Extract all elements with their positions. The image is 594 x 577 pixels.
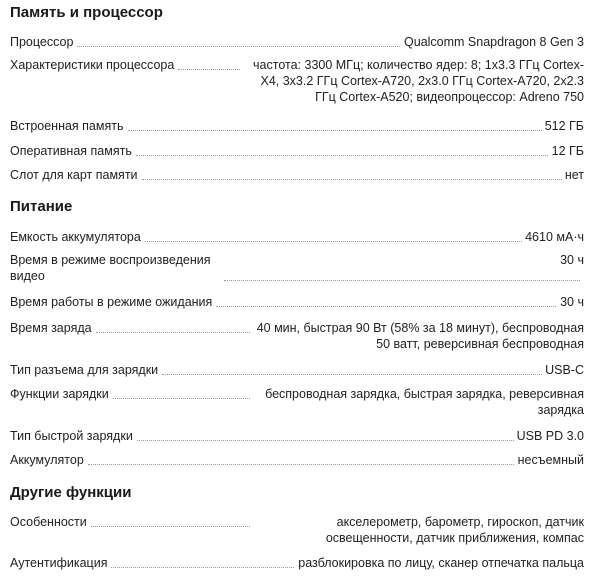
- spec-label: Характеристики процессора: [10, 58, 175, 72]
- spec-value: беспроводная зарядка, быстрая зарядка, реверсивная зарядка: [251, 386, 584, 418]
- spec-row-card-slot: [10, 167, 584, 183]
- spec-label: Функции зарядки: [10, 387, 109, 401]
- spec-row-charging-features: [10, 386, 584, 418]
- leader-dots: [216, 306, 580, 307]
- leader-dots: [128, 130, 581, 131]
- spec-label: Особенности: [10, 515, 87, 529]
- spec-value: USB PD 3.0: [514, 428, 584, 444]
- spec-row-battery-type: [10, 452, 584, 468]
- spec-row-charging-port: [10, 362, 584, 378]
- spec-row-battery-capacity: [10, 229, 584, 245]
- spec-label: Время заряда: [10, 321, 92, 335]
- spec-label: Слот для карт памяти: [10, 168, 138, 182]
- spec-value: Qualcomm Snapdragon 8 Gen 3: [401, 34, 584, 50]
- spec-row-cpu-characteristics: [10, 57, 584, 105]
- spec-row-charge-time: [10, 320, 584, 352]
- leader-dots: [145, 241, 580, 242]
- section-title-power: Питание: [10, 198, 73, 215]
- spec-value: 30 ч: [557, 294, 584, 310]
- spec-label: Встроенная память: [10, 119, 124, 133]
- spec-label: Процессор: [10, 35, 74, 49]
- spec-value: акселерометр, барометр, гироскоп, датчик освещенности, датчик приближения, компас: [251, 514, 584, 546]
- spec-value: нет: [562, 167, 584, 183]
- leader-dots: [224, 280, 580, 281]
- spec-value: 12 ГБ: [549, 143, 584, 159]
- spec-label: Емкость аккумулятора: [10, 230, 141, 244]
- spec-row-processor: [10, 34, 584, 50]
- leader-dots: [142, 179, 580, 180]
- spec-value: USB-C: [542, 362, 584, 378]
- spec-row-features: [10, 514, 584, 546]
- spec-row-ram: [10, 143, 584, 159]
- spec-row-standby-time: [10, 294, 584, 310]
- section-title-other-features: Другие функции: [10, 484, 132, 501]
- spec-value: 40 мин, быстрая 90 Вт (58% за 18 минут), беспроводная 50 ватт, реверсивная беспроводная: [251, 320, 584, 352]
- section-title-memory-processor: Память и процессор: [10, 4, 163, 21]
- spec-row-storage: [10, 118, 584, 134]
- leader-dots: [136, 155, 580, 156]
- spec-value: разблокировка по лицу, сканер отпечатка пальца: [295, 555, 584, 571]
- spec-value: несъемный: [515, 452, 584, 468]
- spec-value: 4610 мА·ч: [522, 229, 584, 245]
- spec-label: Оперативная память: [10, 144, 132, 158]
- spec-label: Тип разъема для зарядки: [10, 363, 159, 377]
- spec-row-video-playback-time: [10, 252, 584, 284]
- leader-dots: [162, 374, 580, 375]
- spec-row-fast-charging-type: [10, 428, 584, 444]
- spec-value: 512 ГБ: [542, 118, 584, 134]
- spec-label: Аккумулятор: [10, 453, 84, 467]
- spec-value: 30 ч: [557, 252, 584, 268]
- spec-label: Тип быстрой зарядки: [10, 429, 133, 443]
- spec-row-authentication: [10, 555, 584, 571]
- leader-dots: [88, 464, 580, 465]
- spec-label: Аутентификация: [10, 556, 108, 570]
- spec-label: Время работы в режиме ожидания: [10, 295, 213, 309]
- spec-value: частота: 3300 МГц; количество ядер: 8; 1x3.3 ГГц Cortex-X4, 3x3.2 ГГц Cortex-A720, 2x3.0 ГГц Cortex-A720, 2x2.3 ГГц Cortex-A520; видеопроцессор: Adreno 750: [241, 57, 584, 105]
- spec-label: Время в режиме воспроизведения видео: [10, 253, 211, 283]
